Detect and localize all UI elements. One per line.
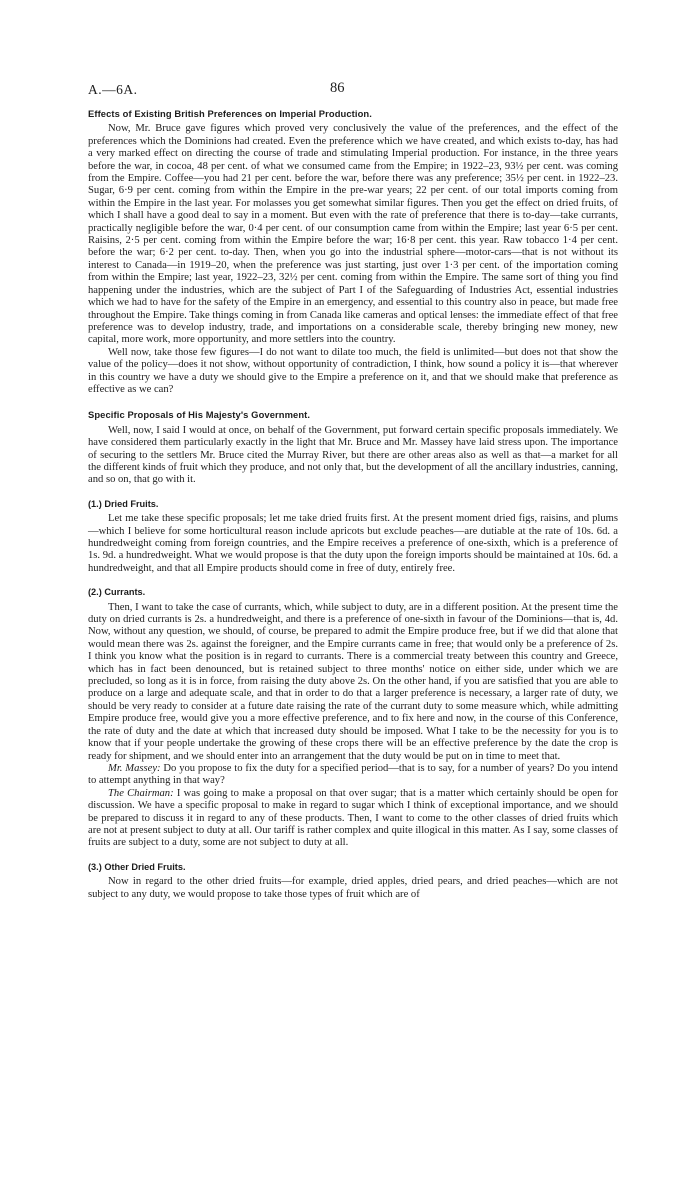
section-spacer <box>88 850 618 861</box>
section-heading: Effects of Existing British Preferences on Imperial Production. <box>88 108 372 119</box>
speaker-name: The Chairman: <box>108 787 174 799</box>
subsection-heading: (3.) Other Dried Fruits. <box>88 861 186 872</box>
speaker-text: Do you propose to fix the duty for a specified period—that is to say, for a number of years? Do you intend to attempt anything in that way? <box>88 762 618 787</box>
section-spacer <box>88 396 618 409</box>
speaker-name: Mr. Massey: <box>108 762 161 774</box>
subsection-heading: (1.) Dried Fruits. <box>88 498 159 509</box>
document-body <box>88 108 618 901</box>
section-spacer <box>88 487 618 498</box>
page-number: 86 <box>330 80 345 96</box>
section-spacer <box>88 575 618 586</box>
document-reference: A.—6A. <box>88 82 138 97</box>
section-heading: Specific Proposals of His Majesty's Government. <box>88 409 311 421</box>
dialogue-paragraph <box>88 788 618 850</box>
body-paragraph: Let me take these specific proposals; let me take dried fruits first. At the present moment dried figs, raisins, and plums—which I believe for some horticultural reason include apricots but exclude peaches—are dutiable at the rate of 10s. 6d. a hundredweight coming from foreign countries, and the Empire receives a preference of one-sixth, which is a preference of 1s. 9d. a hundredweight. What we would propose is that the duty upon the foreign imports should be maintained at 10s. 6d. a hundredweight, and that all Empire products should come in free of duty, entirely free. <box>88 513 618 574</box>
dialogue-paragraph <box>88 763 618 788</box>
body-paragraph: Well, now, I said I would at once, on behalf of the Government, put forward certain specific proposals immediately. We have considered them particularly exactly in the light that Mr. Bruce and Mr. Massey have laid stress upon. The importance of securing to the settlers Mr. Bruce cited the Murray River, but there are other areas also as well as that—a market for all the different kinds of fruit which they produce, and not only that, but the development of all the ancillary industries, canning, and so on, that go with it. <box>88 424 618 486</box>
body-paragraph: Then, I want to take the case of currants, which, while subject to duty, are in a different position. At the present time the duty on dried currants is 2s. a hundredweight, and there is a preference of one-sixth in favour of the Dominions—that is, 4d. Now, without any question, we should, of course, be prepared to admit the Empire produce free, but if we did that alone that would mean there was 2s. against the foreigner, and the Empire currants came in free; that would only be a preference of 2s. I think you know what the position is in regard to currants. There is a commercial treaty between this country and Greece, which has in fact been denounced, but is retained subject to three months' notice on either side, under which we are precluded, so long as it is in force, from raising the duty above 2s. On the other hand, if you are satisfied that you are able to produce on a large and adequate scale, and that in order to do that a larger preference is necessary, a larger rate of duty, we should be very ready to consider at a future date raising the rate of the currant duty to some measure which, while admitting Empire produce free, would give you a more effective preference, and to fix here and now, in the course of this Conference, the rate of duty and the date at which that increased duty should be imposed. What I take to be the necessity for you is to know that if your people undertake the growing of these crops there will be an effective preference by the date the crop is ready for shipment, and we should enter into an arrangement that the duty would be put on in time to meet that. <box>88 601 618 762</box>
subsection-heading: (2.) Currants. <box>88 587 146 598</box>
body-paragraph: Now in regard to the other dried fruits—for example, dried apples, dried pears, and dried peaches—which are not subject to any duty, we would propose to take those types of fruit which are of <box>88 876 618 900</box>
body-paragraph: Well now, take those few figures—I do not want to dilate too much, the field is unlimited—but does not that show the value of the policy—does it not show, without opportunity of contradiction, I think, how sound a policy it is—that wherever in this country we have a duty we should give to the Empire a preference on it, and that we should make that preference as effective as we can? <box>88 346 618 395</box>
body-paragraph: Now, Mr. Bruce gave figures which proved very conclusively the value of the preferences, and the effect of the preferences which the Dominions had created. Even the preference which we have created, and which exists to-day, has had a very marked effect on directing the course of trade and stimulating Imperial production. For instance, in the three years before the war, in cocoa, 48 per cent. of what we consumed came from the Empire; in 1922–23, 93½ per cent. was coming from the Empire. Coffee—you had 21 per cent. before the war, before there was any preference; 35½ per cent. in 1922–23. Sugar, 6·9 per cent. coming from within the Empire in the pre-war years; 22 per cent. of our total imports coming from within the Empire in the last year. For molasses you get somewhat similar figures. Then you get the effect on dried fruits, of which I shall have a good deal to say in a moment. But even with the rate of preference that there is to-day—take currants, practically negligible before the war, 0·4 per cent. of our consumption came from within the Empire; last year 6·5 per cent. Raisins, 2·5 per cent. coming from within the Empire before the war; 16·8 per cent. this year. Raw tobacco 1·4 per cent. before the war; 6·2 per cent. to-day. Then, when you go into the industrial sphere—motor-cars—that is not without its interest to Canada—in 1919–20, when the preference was just starting, just over 1·3 per cent. of the importation coming from within the Empire; last year, 1922–23, 32½ per cent. coming from within the Empire. The same sort of thing you find happening under the industries, which are the subject of Part I of the Safeguarding of Industries Act, essential industries which we had to have for the safety of the Empire in an emergency, and essential to this country also in peace, but made free throughout the Empire. Take things coming in from Canada like cameras and optical lenses: the immediate effect of that free preference was to develop industry, trade, and importations on a considerable scale, thereby bringing new money, new capital, more work, more opportunity, and more settlers into the country. <box>88 123 618 346</box>
speaker-text: I was going to make a proposal on that over sugar; that is a matter which certainly should be open for discussion. We have a specific proposal to make in regard to sugar which I think of exceptional importance, and we should be prepared to discuss it in regard to any of these products. Then, I want to come to the other classes of dried fruits which are not at present subject to duty at all. Our tariff is rather complex and quite illogical in this matter. As I say, some classes of fruits are subject to a duty, some are not subject to duty at all. <box>88 787 618 849</box>
